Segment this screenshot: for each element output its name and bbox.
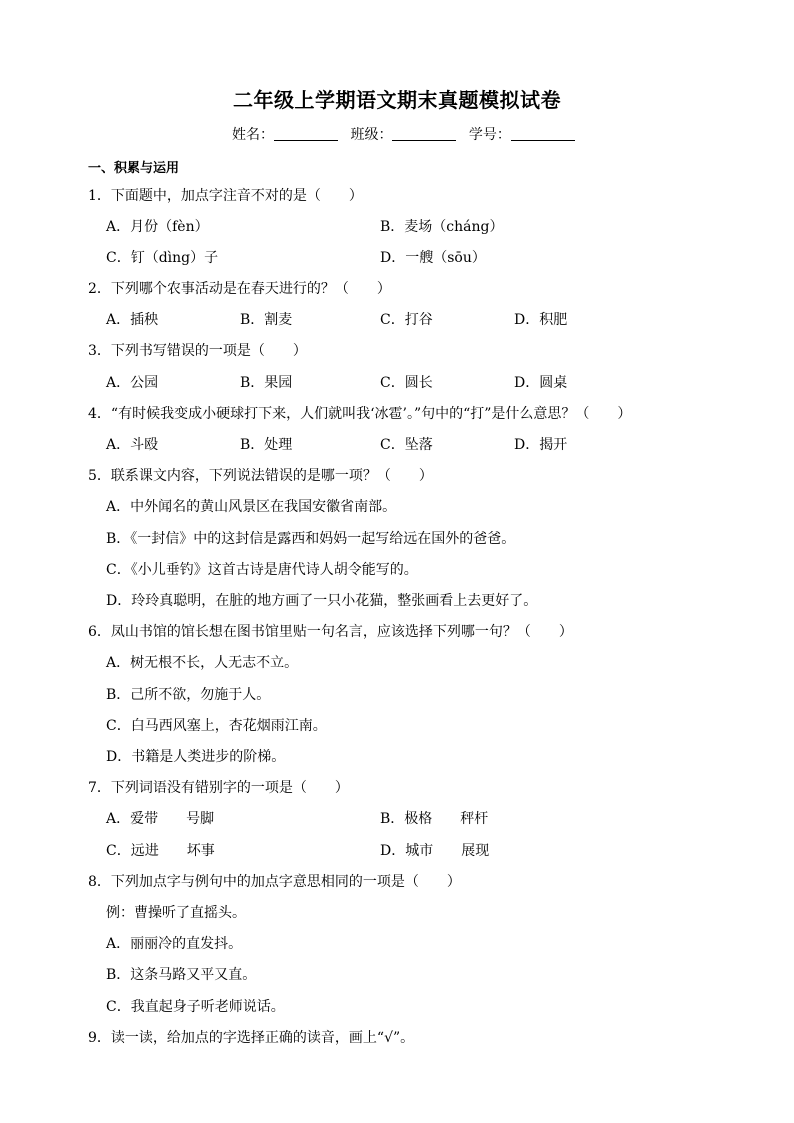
- q5-option-d: D．玲玲真聪明，在脏的地方画了一只小花猫，整张画看上去更好了。: [106, 593, 538, 609]
- id-label: 学号：: [468, 127, 511, 143]
- q7-option-c: C．远进 坏事: [106, 843, 215, 859]
- q3-option-c: C．圆长: [380, 375, 433, 391]
- q5-option-a: A．中外闻名的黄山风景区在我国安徽省南部。: [106, 499, 397, 515]
- q2-option-d: D．积肥: [514, 312, 568, 328]
- q6-option-d: D．书籍是人类进步的阶梯。: [106, 749, 286, 765]
- class-label: 班级：: [350, 127, 393, 143]
- q1-option-d: D．一艘（sōu）: [380, 250, 486, 266]
- question-4: 4．“有时候我变成小硬球打下来，人们就叫我‘冰雹’。”句中的“打”是什么意思？（ ）: [88, 406, 632, 422]
- q3-option-b: B．果园: [240, 375, 293, 391]
- student-info: [232, 124, 583, 144]
- q2-option-a: A．插秧: [106, 312, 159, 328]
- q5-option-b: B．《一封信》中的这封信是露西和妈妈一起写给远在国外的爸爸。: [106, 531, 516, 547]
- question-6: 6．凤山书馆的馆长想在图书馆里贴一句名言，应该选择下列哪一句？（ ）: [88, 624, 573, 640]
- q4-option-b: B．处理: [240, 437, 293, 453]
- question-5: 5．联系课文内容，下列说法错误的是哪一项？（ ）: [88, 468, 433, 484]
- q6-option-b: B．己所不欲，勿施于人。: [106, 687, 271, 703]
- q5-option-c: C．《小儿垂钓》这首古诗是唐代诗人胡令能写的。: [106, 562, 418, 578]
- q8-option-c: C．我直起身子听老师说话。: [106, 999, 285, 1015]
- class-blank[interactable]: [392, 126, 456, 141]
- question-1: 1．下面题中，加点字注音不对的是（ ）: [88, 188, 363, 204]
- q8-option-a: A．丽丽冷的直发抖。: [106, 936, 243, 952]
- q7-option-a: A．爱带 号脚: [106, 811, 215, 827]
- name-label: 姓名：: [232, 127, 274, 143]
- q7-option-b: B．极格 秤杆: [380, 811, 489, 827]
- q4-option-d: D．揭开: [514, 437, 568, 453]
- page-title: 二年级上学期语文期末真题模拟试卷: [233, 88, 561, 112]
- q4-option-a: A．斗殴: [106, 437, 159, 453]
- name-blank[interactable]: [274, 126, 338, 141]
- q6-option-a: A．树无根不长，人无志不立。: [106, 655, 299, 671]
- q6-option-c: C．白马西风塞上，杏花烟雨江南。: [106, 718, 327, 734]
- q1-option-b: B．麦场（cháng）: [380, 219, 504, 235]
- q1-option-a: A．月份（fèn）: [106, 219, 209, 235]
- q3-option-d: D．圆桌: [514, 375, 568, 391]
- question-2: 2．下列哪个农事活动是在春天进行的？（ ）: [88, 281, 391, 297]
- q4-option-c: C．坠落: [380, 437, 433, 453]
- q7-option-d: D．城市 展现: [380, 843, 490, 859]
- q8-example: 例：曹操听了直摇头。: [106, 905, 246, 921]
- question-7: 7．下列词语没有错别字的一项是（ ）: [88, 780, 349, 796]
- q3-option-a: A．公园: [106, 375, 159, 391]
- section-heading: 一、积累与运用: [88, 161, 180, 176]
- question-9: 9．读一读，给加点的字选择正确的读音，画上“√”。: [88, 1030, 415, 1046]
- id-blank[interactable]: [511, 126, 575, 141]
- question-8: 8．下列加点字与例句中的加点字意思相同的一项是（ ）: [88, 874, 461, 890]
- q2-option-b: B．割麦: [240, 312, 293, 328]
- q2-option-c: C．打谷: [380, 312, 433, 328]
- q1-option-c: C．钉（dìng）子: [106, 250, 219, 266]
- q8-option-b: B．这条马路又平又直。: [106, 967, 257, 983]
- question-3: 3．下列书写错误的一项是（ ）: [88, 343, 307, 359]
